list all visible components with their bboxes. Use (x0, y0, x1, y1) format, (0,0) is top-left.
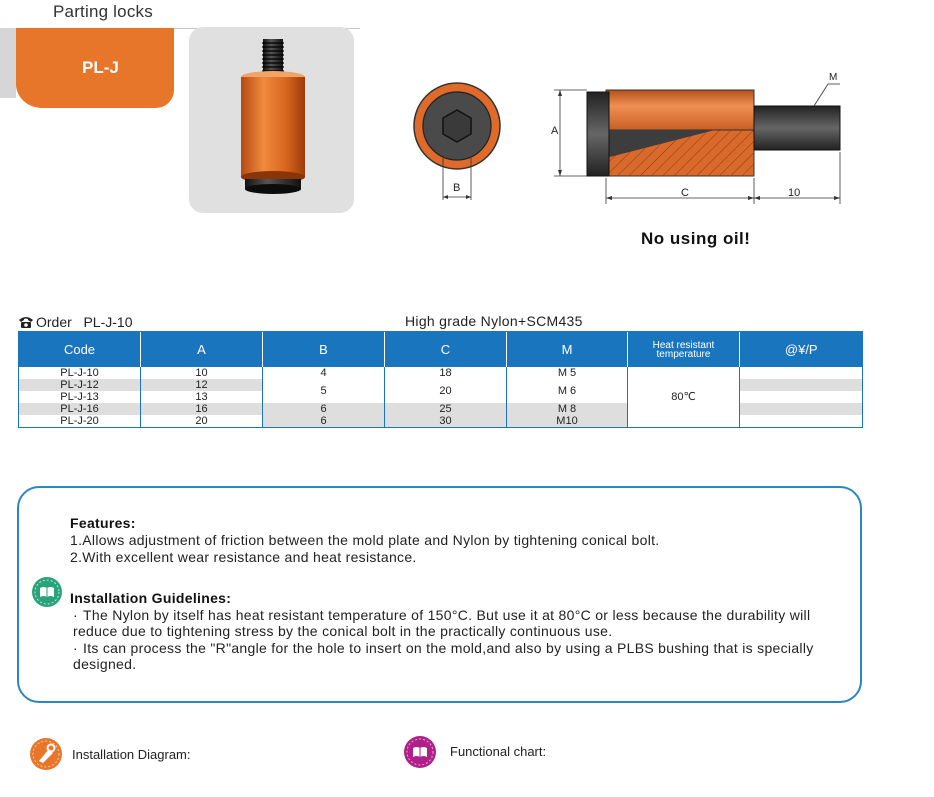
cell-a: 16 (141, 403, 263, 415)
cell-a: 13 (141, 391, 263, 403)
parting-lock-image (189, 27, 354, 213)
dim-b-label: B (453, 182, 461, 194)
cell-m: M10 (507, 415, 628, 428)
cell-m: M 8 (507, 403, 628, 415)
cell-m: M 5 (507, 367, 628, 379)
dim-m-label: M (829, 72, 838, 83)
order-example: PL-J-10 (83, 314, 133, 330)
cell-a: 12 (141, 379, 263, 391)
no-oil-warning: No using oil! (641, 229, 751, 248)
installation-diagram-icon (29, 737, 63, 771)
feature-item: 2.With excellent wear resistance and heat resistance. (70, 549, 417, 565)
spec-table (18, 331, 863, 428)
dim-c-label: C (681, 187, 689, 199)
product-tab-label: PL-J (82, 58, 119, 77)
guidelines-heading: Installation Guidelines: (70, 590, 232, 606)
cell-price (740, 415, 863, 428)
cell-code: PL-J-13 (19, 391, 141, 403)
cell-b: 6 (263, 403, 385, 415)
guideline-item: · The Nylon by itself has heat resistant temperature of 150°C. But use it at 80°C or less because the durability will reduce due to tightening stress by the conical bolt in the practically continuous use. (73, 607, 811, 639)
cell-code: PL-J-10 (19, 367, 141, 379)
table-header-row (19, 332, 863, 368)
page-title: Parting locks (53, 2, 153, 21)
col-m: M (507, 332, 628, 368)
order-label: Order (36, 314, 72, 330)
cell-a: 20 (141, 415, 263, 428)
cell-b: 6 (263, 415, 385, 428)
material-spec: High grade Nylon+SCM435 (405, 313, 583, 329)
cell-c: 30 (385, 415, 507, 428)
table-row (19, 367, 863, 379)
book-icon (31, 576, 63, 608)
cell-code: PL-J-16 (19, 403, 141, 415)
cell-b: 4 (263, 367, 385, 379)
cell-heat: 80℃ (628, 367, 740, 428)
installation-diagram-label: Installation Diagram: (72, 747, 191, 762)
order-line (18, 314, 133, 330)
col-heat-line2: temperature (656, 348, 711, 360)
cell-price (740, 367, 863, 379)
cell-price (740, 391, 863, 403)
side-view-drawing (540, 72, 850, 212)
cell-m: M 6 (507, 379, 628, 403)
cell-price (740, 379, 863, 391)
phone-icon (18, 315, 34, 329)
product-photo (189, 27, 354, 213)
cell-b: 5 (263, 379, 385, 403)
feature-item: 1.Allows adjustment of friction between the mold plate and Nylon by tightening conical bolt. (70, 532, 660, 548)
cell-price (740, 403, 863, 415)
features-heading: Features: (70, 515, 136, 531)
cell-code: PL-J-20 (19, 415, 141, 428)
tab-shadow (0, 28, 16, 98)
col-code: Code (19, 332, 141, 368)
dim-a-label: A (551, 125, 559, 137)
col-heat-line1: Heat resistant (652, 339, 715, 351)
guideline-item: · Its can process the "R"angle for the hole to insert on the mold,and also by using a PLBS bushing that is specially designed. (73, 640, 814, 672)
dim-10-label: 10 (788, 187, 801, 199)
cell-a: 10 (141, 367, 263, 379)
col-heat (628, 332, 740, 368)
cell-code: PL-J-12 (19, 379, 141, 391)
guideline-text: Its can process the "R"angle for the hole to insert on the mold,and also by using a PLBS bushing that is specially designed. (73, 640, 814, 672)
functional-chart-label: Functional chart: (450, 744, 547, 759)
cell-c: 18 (385, 367, 507, 379)
col-price: @¥/P (740, 332, 863, 368)
cell-c: 20 (385, 379, 507, 403)
cell-c: 25 (385, 403, 507, 415)
col-c: C (385, 332, 507, 368)
functional-chart-icon (403, 735, 437, 769)
guideline-text: The Nylon by itself has heat resistant temperature of 150°C. But use it at 80°C or less because the durability will reduce due to tightening stress by the conical bolt in the practically continuous use. (73, 607, 811, 639)
col-b: B (263, 332, 385, 368)
col-a: A (141, 332, 263, 368)
